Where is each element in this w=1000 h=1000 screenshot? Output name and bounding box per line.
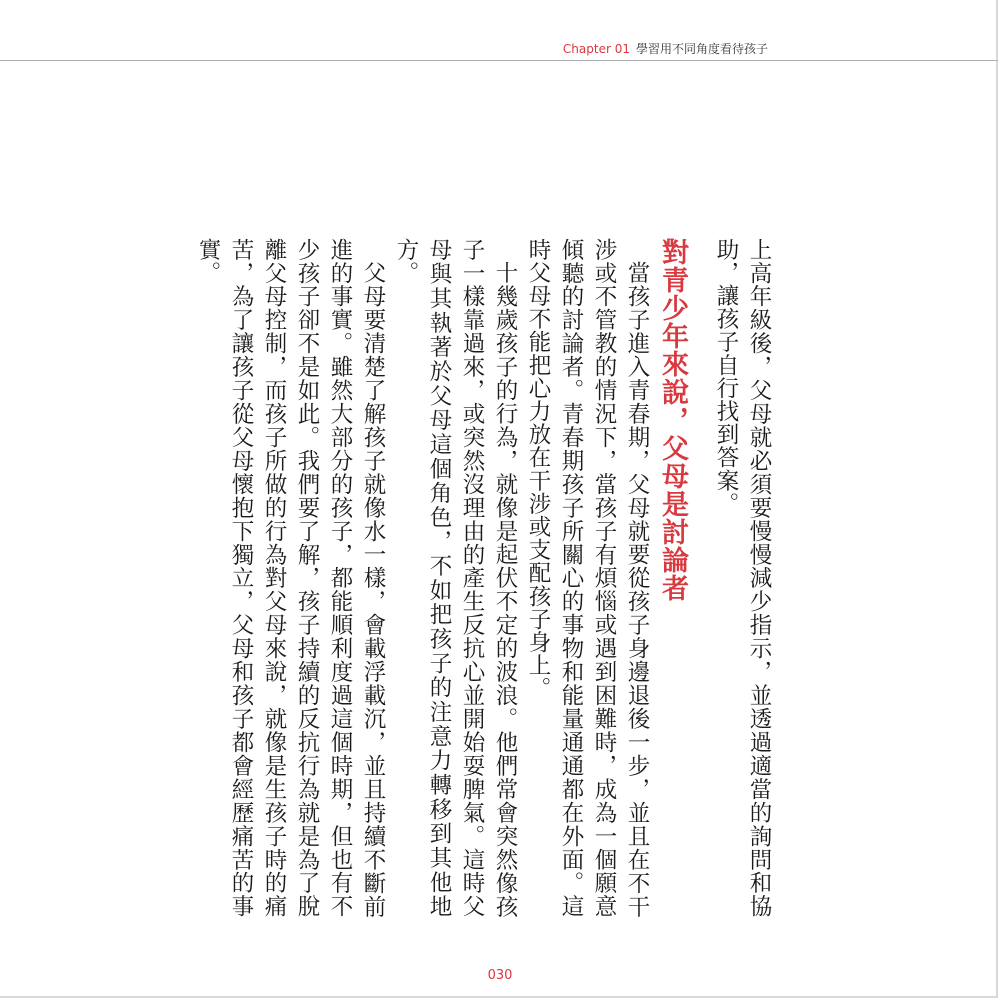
paragraph: 父母要清楚了解孩子就像水一樣，會載浮載沉，並且持續不斷前進的事實。雖然大部分的孩子，都能順利度過這個時期，但也有不少孩子卻不是如此。我們要了解，孩子持續的反抗行為就是為了脫離父母控制，而孩子所做的行為對父母來說，就像是生孩子時的痛苦，為了讓孩子從父母懷抱下獨立，父母和孩子都會經歷痛苦的事實。 (195, 238, 386, 918)
paragraph: 上高年級後，父母就必須要慢慢減少指示，並透過適當的詢問和協助，讓孩子自行找到答案。 (713, 238, 772, 918)
chapter-label: Chapter 01 (562, 42, 630, 56)
paragraph: 十幾歲孩子的行為，就像是起伏不定的波浪。他們常會突然像孩子一樣靠過來，或突然沒理由的產生反抗心並開始耍脾氣。這時父母與其執著於父母這個角色，不如把孩子的注意力轉移到其他地方。 (393, 238, 518, 918)
page-number: 030 (487, 968, 513, 983)
running-header (563, 40, 768, 57)
paragraph: 當孩子進入青春期，父母就要從孩子身邊退後一步，並且在不干涉或不管教的情況下，當孩子有煩惱或遇到困難時，成為一個願意傾聽的討論者。青春期孩子所關心的事物和能量通通都在外面。這時父母不能把心力放在干涉或支配孩子身上。 (525, 238, 650, 918)
header-rule (0, 60, 998, 61)
chapter-title: 學習用不同角度看待孩子 (635, 42, 768, 56)
section-subheading: 對青少年來說，父母是討論者 (657, 238, 688, 602)
vertical-text-body (191, 238, 775, 918)
